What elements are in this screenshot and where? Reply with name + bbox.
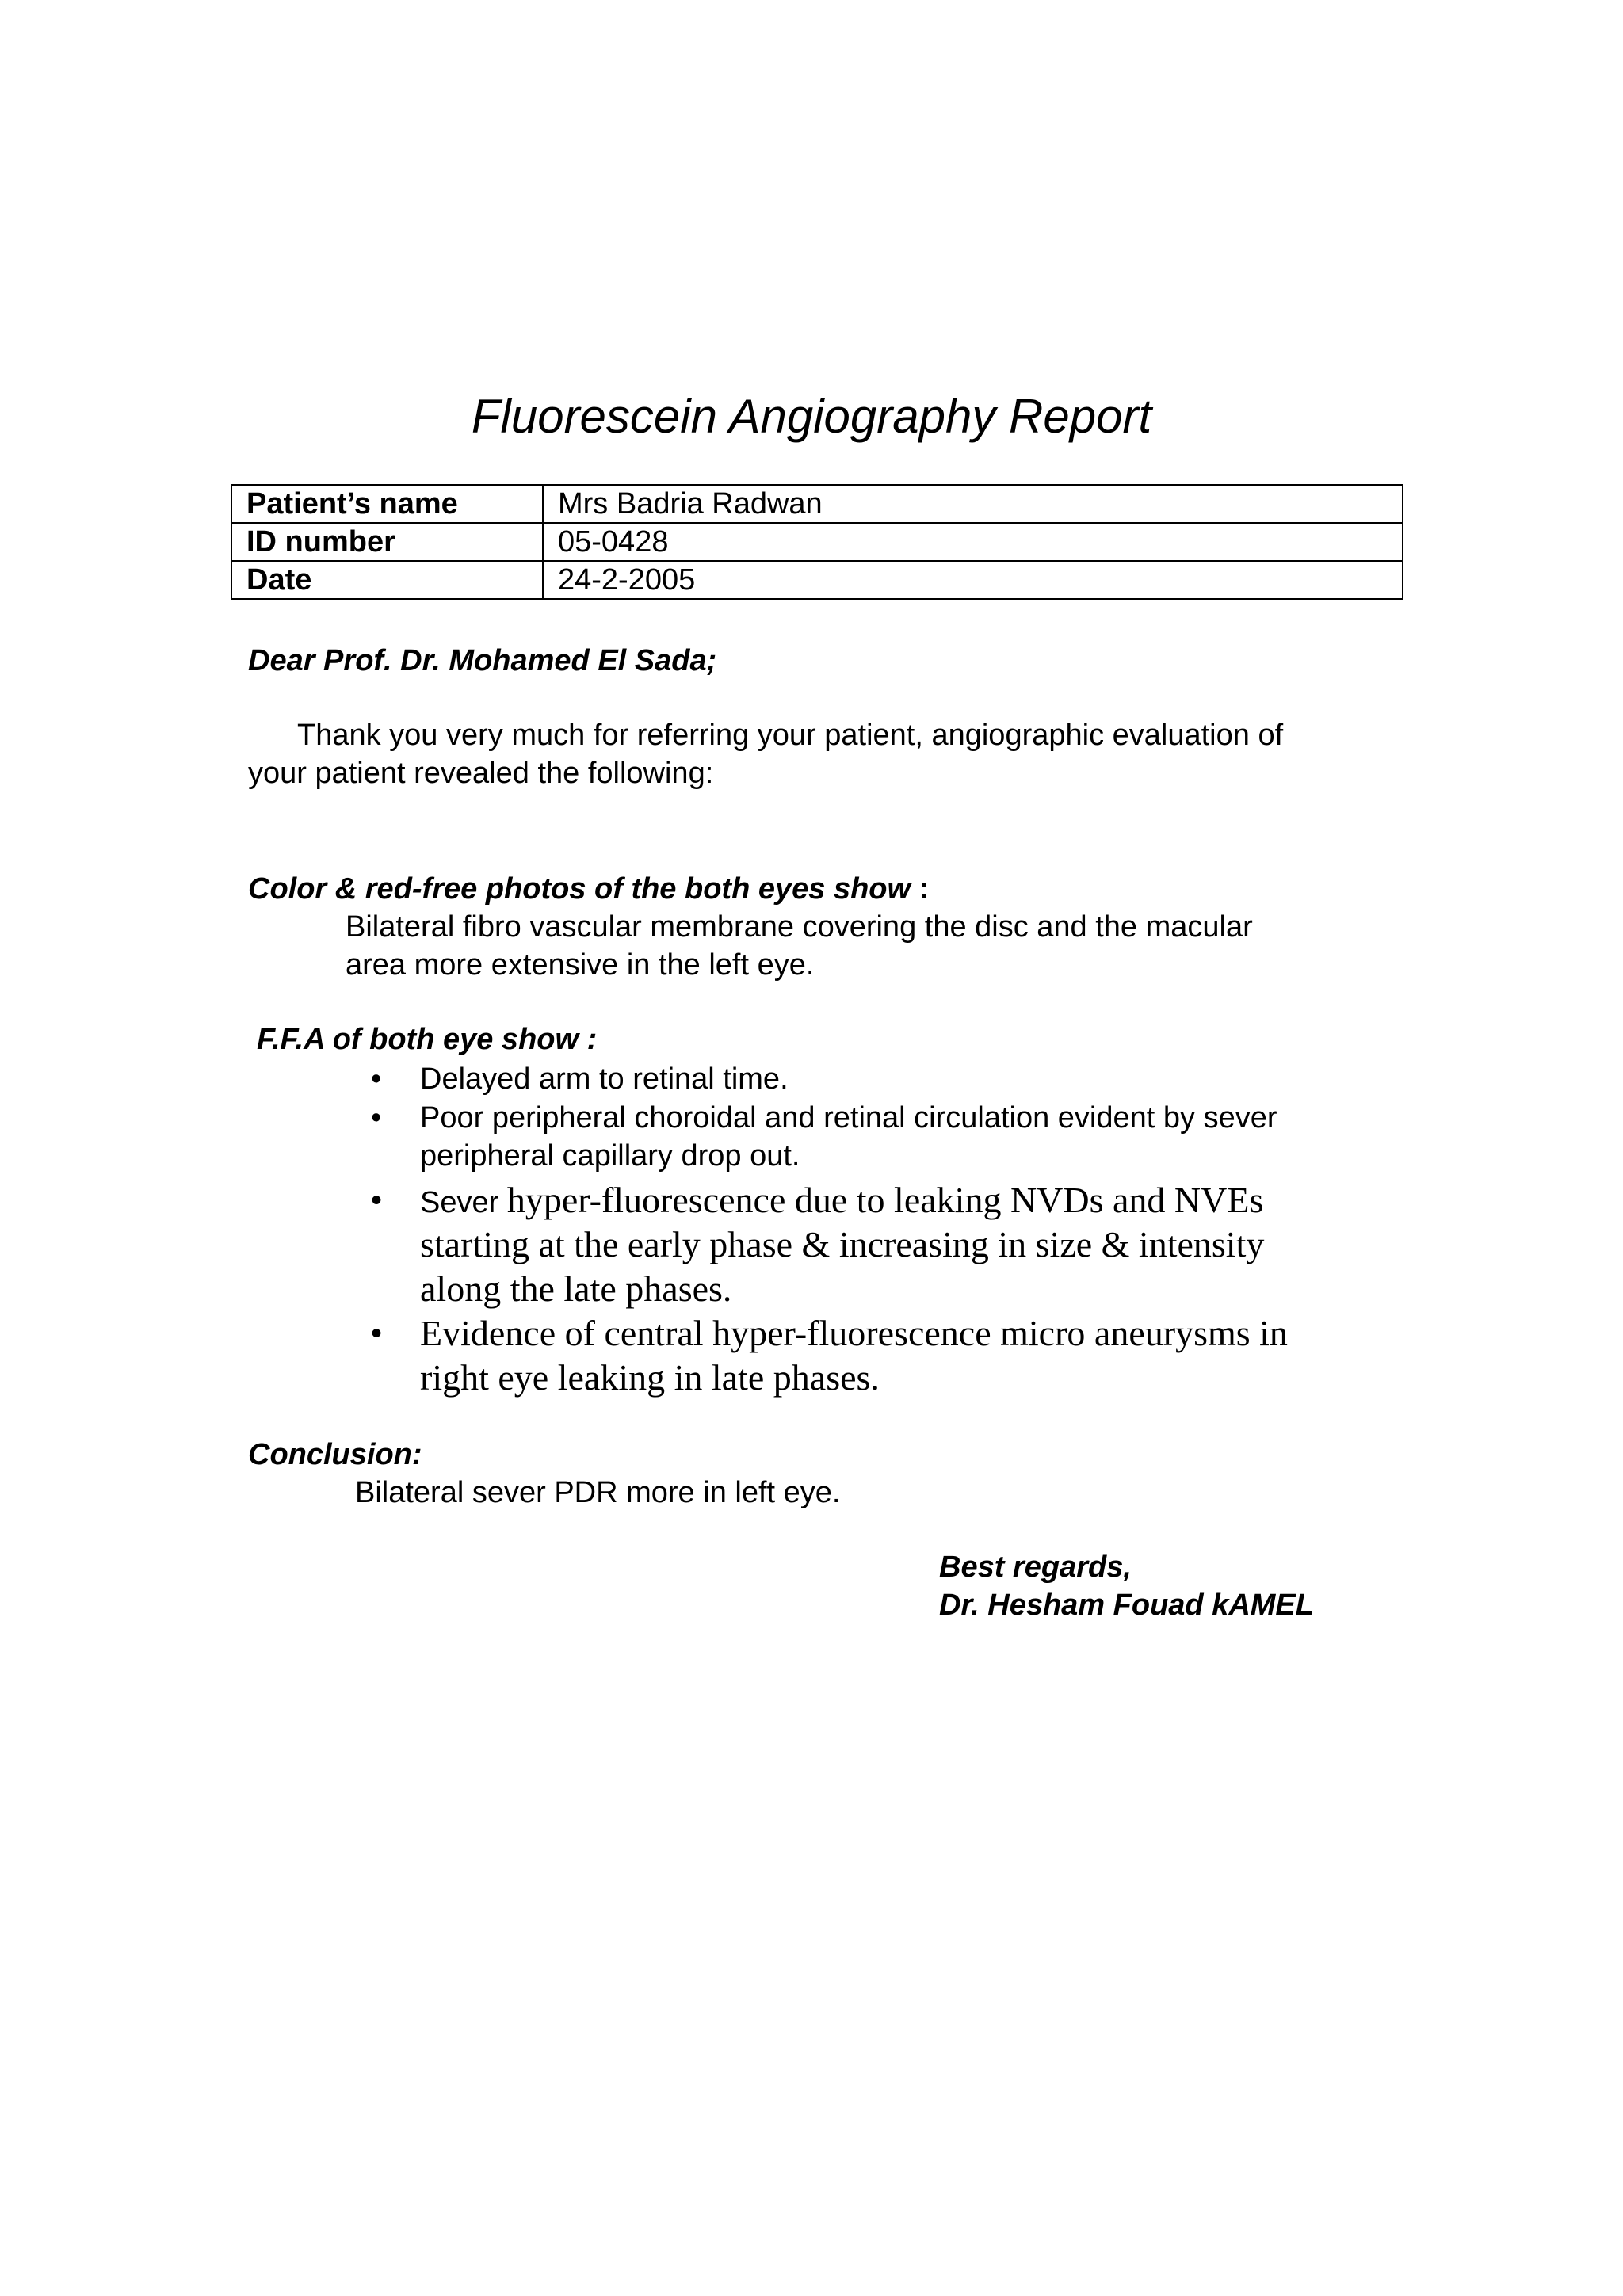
intro-line-2: your patient revealed the following: — [248, 757, 714, 790]
patient-info-table — [231, 484, 1403, 600]
color-finding-line-2: area more extensive in the left eye. — [346, 948, 815, 982]
ffa-item-3-line-2: starting at the early phase & increasing in size & intensity — [420, 1224, 1265, 1264]
table-row — [231, 561, 1403, 599]
color-section-heading — [248, 870, 929, 908]
ffa-item-2-line-2: peripheral capillary drop out. — [420, 1139, 800, 1173]
signature-name: Dr. Hesham Fouad kAMEL — [939, 1589, 1314, 1622]
signature-greeting: Best regards, — [939, 1550, 1132, 1584]
bullet-glyph: • — [371, 1101, 382, 1135]
ffa-item-3-prefix: Sever — [420, 1186, 507, 1219]
patient-name-label: Patient’s name — [231, 485, 543, 523]
ffa-section-heading: F.F.A of both eye show : — [257, 1023, 598, 1056]
bullet-glyph: • — [371, 1062, 382, 1096]
intro-line-1: Thank you very much for referring your patient, angiographic evaluation of — [297, 719, 1284, 752]
ffa-item-4-line-1: Evidence of central hyper-fluorescence micro aneurysms in — [420, 1313, 1288, 1353]
color-finding-line-1: Bilateral fibro vascular membrane covering the disc and the macular — [346, 910, 1253, 944]
color-heading-text: Color & red-free photos of the both eyes show — [248, 872, 911, 906]
ffa-item-3-line-3: along the late phases. — [420, 1268, 732, 1309]
ffa-item-2-line-1: Poor peripheral choroidal and retinal circulation evident by sever — [420, 1101, 1277, 1135]
bullet-glyph: • — [371, 1316, 383, 1351]
bullet-glyph: • — [371, 1183, 383, 1218]
ffa-item-4-line-2: right eye leaking in late phases. — [420, 1357, 880, 1398]
color-heading-suffix: : — [911, 872, 930, 906]
date-label: Date — [231, 561, 543, 599]
table-row — [231, 485, 1403, 523]
patient-name-value: Mrs Badria Radwan — [543, 485, 1403, 523]
table-row — [231, 523, 1403, 561]
ffa-item-3-text: hyper-fluorescence due to leaking NVDs and NVEs — [506, 1180, 1264, 1220]
id-number-value: 05-0428 — [543, 523, 1403, 561]
ffa-item-1-line-1: Delayed arm to retinal time. — [420, 1062, 789, 1096]
ffa-item-3-line-1 — [420, 1178, 1263, 1225]
report-title: Fluorescein Angiography Report — [471, 390, 1152, 443]
id-number-label: ID number — [231, 523, 543, 561]
salutation: Dear Prof. Dr. Mohamed El Sada; — [248, 644, 717, 677]
conclusion-text: Bilateral sever PDR more in left eye. — [355, 1476, 841, 1509]
date-value: 24-2-2005 — [543, 561, 1403, 599]
conclusion-heading: Conclusion: — [248, 1438, 422, 1471]
